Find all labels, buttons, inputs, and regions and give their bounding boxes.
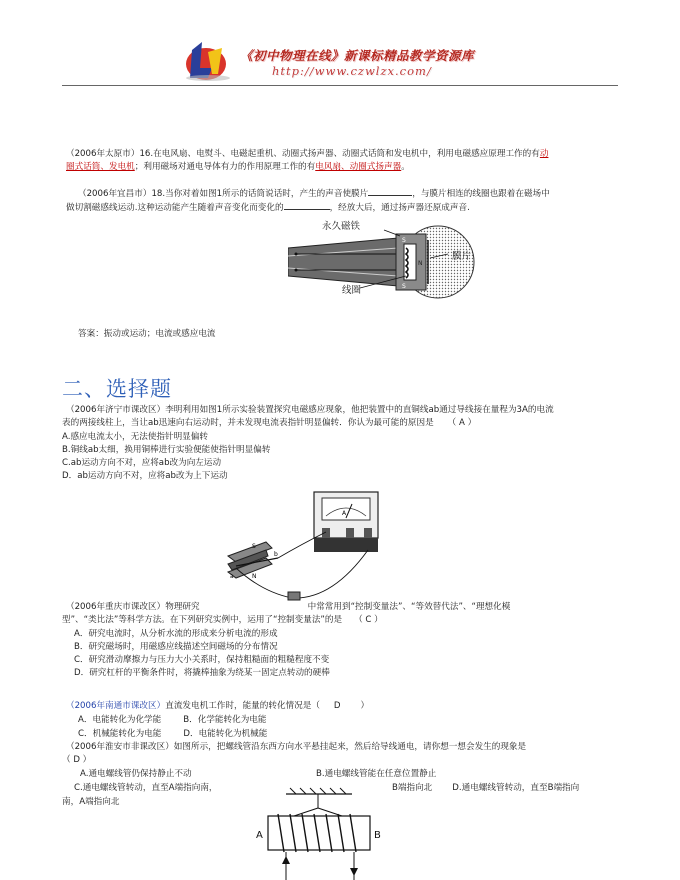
- q18-answer: 答案：振动或运动；电流或感应电流: [78, 329, 216, 339]
- mc3-options-row1: [78, 714, 266, 727]
- banner-url: http://www.czwlzx.com/: [272, 64, 432, 78]
- mc4-line2: （ D ）: [62, 755, 92, 765]
- mc4-line1: （2006年淮安市非课改区）如图所示，把螺线管沿东西方向水平悬挂起来，然后给导线通电，请你想一想会发生的现象是: [66, 742, 527, 752]
- mc3-source: （2006年南通市课改区）: [66, 701, 166, 711]
- label-membrane: 膜片: [452, 251, 472, 262]
- mc1-option-d: D．ab运动方向不对，应将ab改为上下运动: [62, 471, 228, 481]
- mc2-line1b: 中常常用到“控制变量法”、“等效替代法”、“理想化模: [307, 602, 511, 612]
- q16-answer1-b: 圈式话筒、发电机: [66, 162, 135, 172]
- mc2-line1a: （2006年重庆市课改区）物理研究: [66, 602, 200, 612]
- mc3-line1: [66, 700, 369, 713]
- mc2-option-d: D．研究杠杆的平衡条件时，将撬棒抽象为绕某一固定点转动的硬棒: [74, 668, 330, 678]
- q18-blank2: [284, 200, 330, 210]
- mc3-option-b: B．化学能转化为电能: [183, 715, 267, 725]
- mc2-answer: （ C ）: [354, 615, 383, 625]
- q16-line1: [66, 148, 548, 161]
- svg-text:a: a: [230, 573, 234, 580]
- solenoid-figure: [248, 784, 398, 880]
- mc2-stem: 型”、“类比法”等科学方法。在下列研究实例中，运用了“控制变量法”的是: [62, 615, 343, 625]
- mc2-line1: [66, 601, 510, 614]
- section-title: 二、选择题: [62, 377, 172, 401]
- mc3-close-paren: ）: [360, 701, 370, 711]
- mc4-option-d-b: 南，A端指向北: [62, 797, 120, 807]
- mc1-line1: （2006年济宁市课改区）李明利用如图1所示实验装置探究电磁感应现象，他把装置中的直铜线ab通过导线接在量程为3A的电流: [66, 405, 554, 415]
- q16-line2: [66, 161, 410, 174]
- mc3-option-a: A．电能转化为化学能: [78, 715, 162, 725]
- mc2-option-c: C．研究滑动摩擦力与压力大小关系时，保持粗糙面的粗糙程度不变: [74, 655, 330, 665]
- mc3-option-d: D．电能转化为机械能: [183, 729, 268, 739]
- mc1-option-c: C.ab运动方向不对，应将ab改为向左运动: [62, 458, 222, 468]
- solenoid-label-b: B: [374, 830, 381, 841]
- mc4-option-b: B.通电螺线管能在任意位置静止: [316, 769, 437, 779]
- mc3-stem: 直流发电机工作时，能量的转化情况是（: [165, 701, 320, 711]
- mc1-option-b: B.铜线ab太细，换用铜棒进行实验便能使指针明显偏转: [62, 445, 271, 455]
- mc1-stem: 表的两接线柱上，当让ab迅速向右运动时，并未发现电流表指针明显偏转．你认为最可能的原因是: [62, 418, 434, 428]
- mc1-answer: （ A ）: [447, 418, 477, 428]
- q18-line2: [66, 200, 470, 215]
- mc4-options-cd: [392, 782, 579, 795]
- q16-source: （2006年太原市）: [66, 149, 140, 159]
- q16-text-a: 16.在电风扇、电熨斗、电磁起重机、动圈式扬声器、动圈式话筒和发电机中，利用电磁感应原理工作的有: [139, 149, 540, 159]
- svg-text:N: N: [252, 573, 257, 580]
- q18-source: （2006年宜昌市）: [78, 189, 152, 199]
- induction-experiment-figure: [222, 488, 392, 608]
- q18-text-b: ，与膜片相连的线圈也跟着在磁场中: [412, 189, 550, 199]
- svg-text:S: S: [252, 543, 256, 550]
- solenoid-label-a: A: [256, 830, 263, 841]
- mc2-option-b: B．研究磁场时，用磁感应线描述空间磁场的分布情况: [74, 642, 278, 652]
- q18-text-a: 18.当你对着如图1所示的话筒说话时，产生的声音使膜片: [151, 189, 369, 199]
- mc1-option-a: A.感应电流太小，无法使指针明显偏转: [62, 432, 208, 442]
- mc1-line2: [62, 417, 476, 430]
- mc2-line2: [62, 614, 383, 627]
- mc4-option-a: A.通电螺线管仍保持静止不动: [80, 769, 192, 779]
- label-permanent-magnet: 永久磁铁: [322, 221, 361, 232]
- q18-line1: [78, 186, 550, 201]
- q18-blank1: [368, 186, 412, 196]
- q18-text-c: 做切割磁感线运动.这种运动能产生随着声音变化而变化的: [66, 203, 284, 213]
- mc3-options-row2: [78, 728, 267, 741]
- q16-text-c: 。: [401, 162, 410, 172]
- svg-text:b: b: [274, 551, 278, 558]
- mc3-option-c: C．机械能转化为电能: [78, 729, 162, 739]
- q16-text-b: ；利用磁场对通电导体有力的作用原理工作的有: [134, 162, 316, 172]
- microphone-figure: [288, 218, 488, 320]
- mc4-option-c-b: B端指向北: [392, 783, 433, 793]
- site-logo-icon: [178, 38, 238, 82]
- label-coil: 线圈: [342, 285, 362, 296]
- svg-text:S: S: [402, 283, 406, 290]
- mc4-option-c-a: C.通电螺线管转动，直至A端指向南，: [74, 783, 218, 793]
- q16-answer1-a: 动: [539, 149, 549, 159]
- svg-text:S: S: [402, 237, 406, 244]
- svg-text:N: N: [418, 260, 423, 267]
- mc4-option-d-a: D.通电螺线管转动，直至B端指向: [452, 783, 580, 793]
- mc2-option-a: A．研究电流时，从分析水流的形成来分析电流的形成: [74, 629, 278, 639]
- q16-answer2: 电风扇、动圈式扬声器: [315, 162, 402, 172]
- svg-text:A: A: [342, 510, 347, 517]
- q18-text-d: ，经放大后，通过扬声器还原成声音.: [329, 203, 470, 213]
- banner-title: 《初中物理在线》新课标精品教学资源库: [240, 48, 475, 63]
- microphone-diagram: [288, 218, 488, 320]
- mc3-answer: D: [333, 701, 341, 711]
- header-divider: [62, 85, 618, 86]
